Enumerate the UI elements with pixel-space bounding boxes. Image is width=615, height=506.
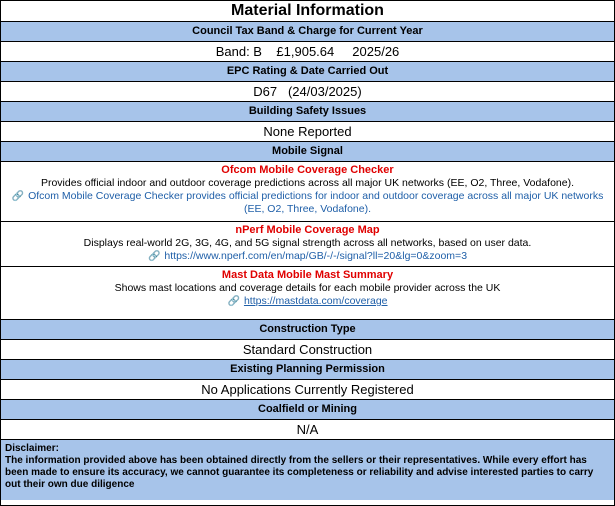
nperf-description: Displays real-world 2G, 3G, 4G, and 5G signal strength across all networks, based on user data.: [83, 237, 532, 249]
disclaimer: [1, 440, 614, 500]
ofcom-link-text[interactable]: Ofcom Mobile Coverage Checker provides official predictions for indoor and outdoor coverage across all major UK networks (EE, O2, Three, Vodafone).: [28, 190, 604, 215]
epc-value: D67 (24/03/2025): [1, 82, 614, 102]
coalfield-value: N/A: [1, 420, 614, 440]
nperf-link-text[interactable]: https://www.nperf.com/en/map/GB/-/-/signal?ll=20&lg=0&zoom=3: [164, 250, 468, 262]
mast-data-description: Shows mast locations and coverage details for each mobile provider across the UK: [114, 282, 501, 294]
nperf-section: [1, 222, 614, 267]
building-safety-value: None Reported: [1, 122, 614, 142]
disclaimer-text: The information provided above has been obtained directly from the sellers or their representatives. While every effort has been made to ensure its accuracy, we cannot guarantee its completeness or reliability and advise interested parties to carry out their own due diligence: [5, 455, 594, 490]
link-icon: 🔗: [147, 251, 161, 262]
council-tax-header: Council Tax Band & Charge for Current Year: [1, 22, 614, 42]
coalfield-header: Coalfield or Mining: [1, 400, 614, 420]
mast-data-link[interactable]: [5, 295, 610, 308]
link-icon: 🔗: [227, 296, 240, 307]
planning-permission-header: Existing Planning Permission: [1, 360, 614, 380]
page-title: Material Information: [1, 1, 614, 22]
mast-data-link-text[interactable]: https://mastdata.com/coverage: [243, 295, 388, 307]
mast-data-section: [1, 267, 614, 320]
ofcom-title: Ofcom Mobile Coverage Checker: [221, 164, 394, 176]
building-safety-header: Building Safety Issues: [1, 102, 614, 122]
planning-permission-value: No Applications Currently Registered: [1, 380, 614, 400]
mast-data-title: Mast Data Mobile Mast Summary: [221, 269, 394, 281]
link-icon: 🔗: [11, 191, 25, 202]
ofcom-description: Provides official indoor and outdoor coverage predictions across all major UK networks (EE, O2, Three, Vodafone).: [40, 177, 575, 189]
council-tax-value: Band: B £1,905.64 2025/26: [1, 42, 614, 62]
epc-header: EPC Rating & Date Carried Out: [1, 62, 614, 82]
nperf-title: nPerf Mobile Coverage Map: [235, 224, 380, 236]
ofcom-link[interactable]: [5, 190, 610, 216]
construction-type-header: Construction Type: [1, 320, 614, 340]
nperf-link[interactable]: [5, 250, 610, 263]
mobile-signal-header: Mobile Signal: [1, 142, 614, 162]
disclaimer-label: Disclaimer:: [5, 443, 59, 454]
construction-type-value: Standard Construction: [1, 340, 614, 360]
ofcom-section: [1, 162, 614, 222]
